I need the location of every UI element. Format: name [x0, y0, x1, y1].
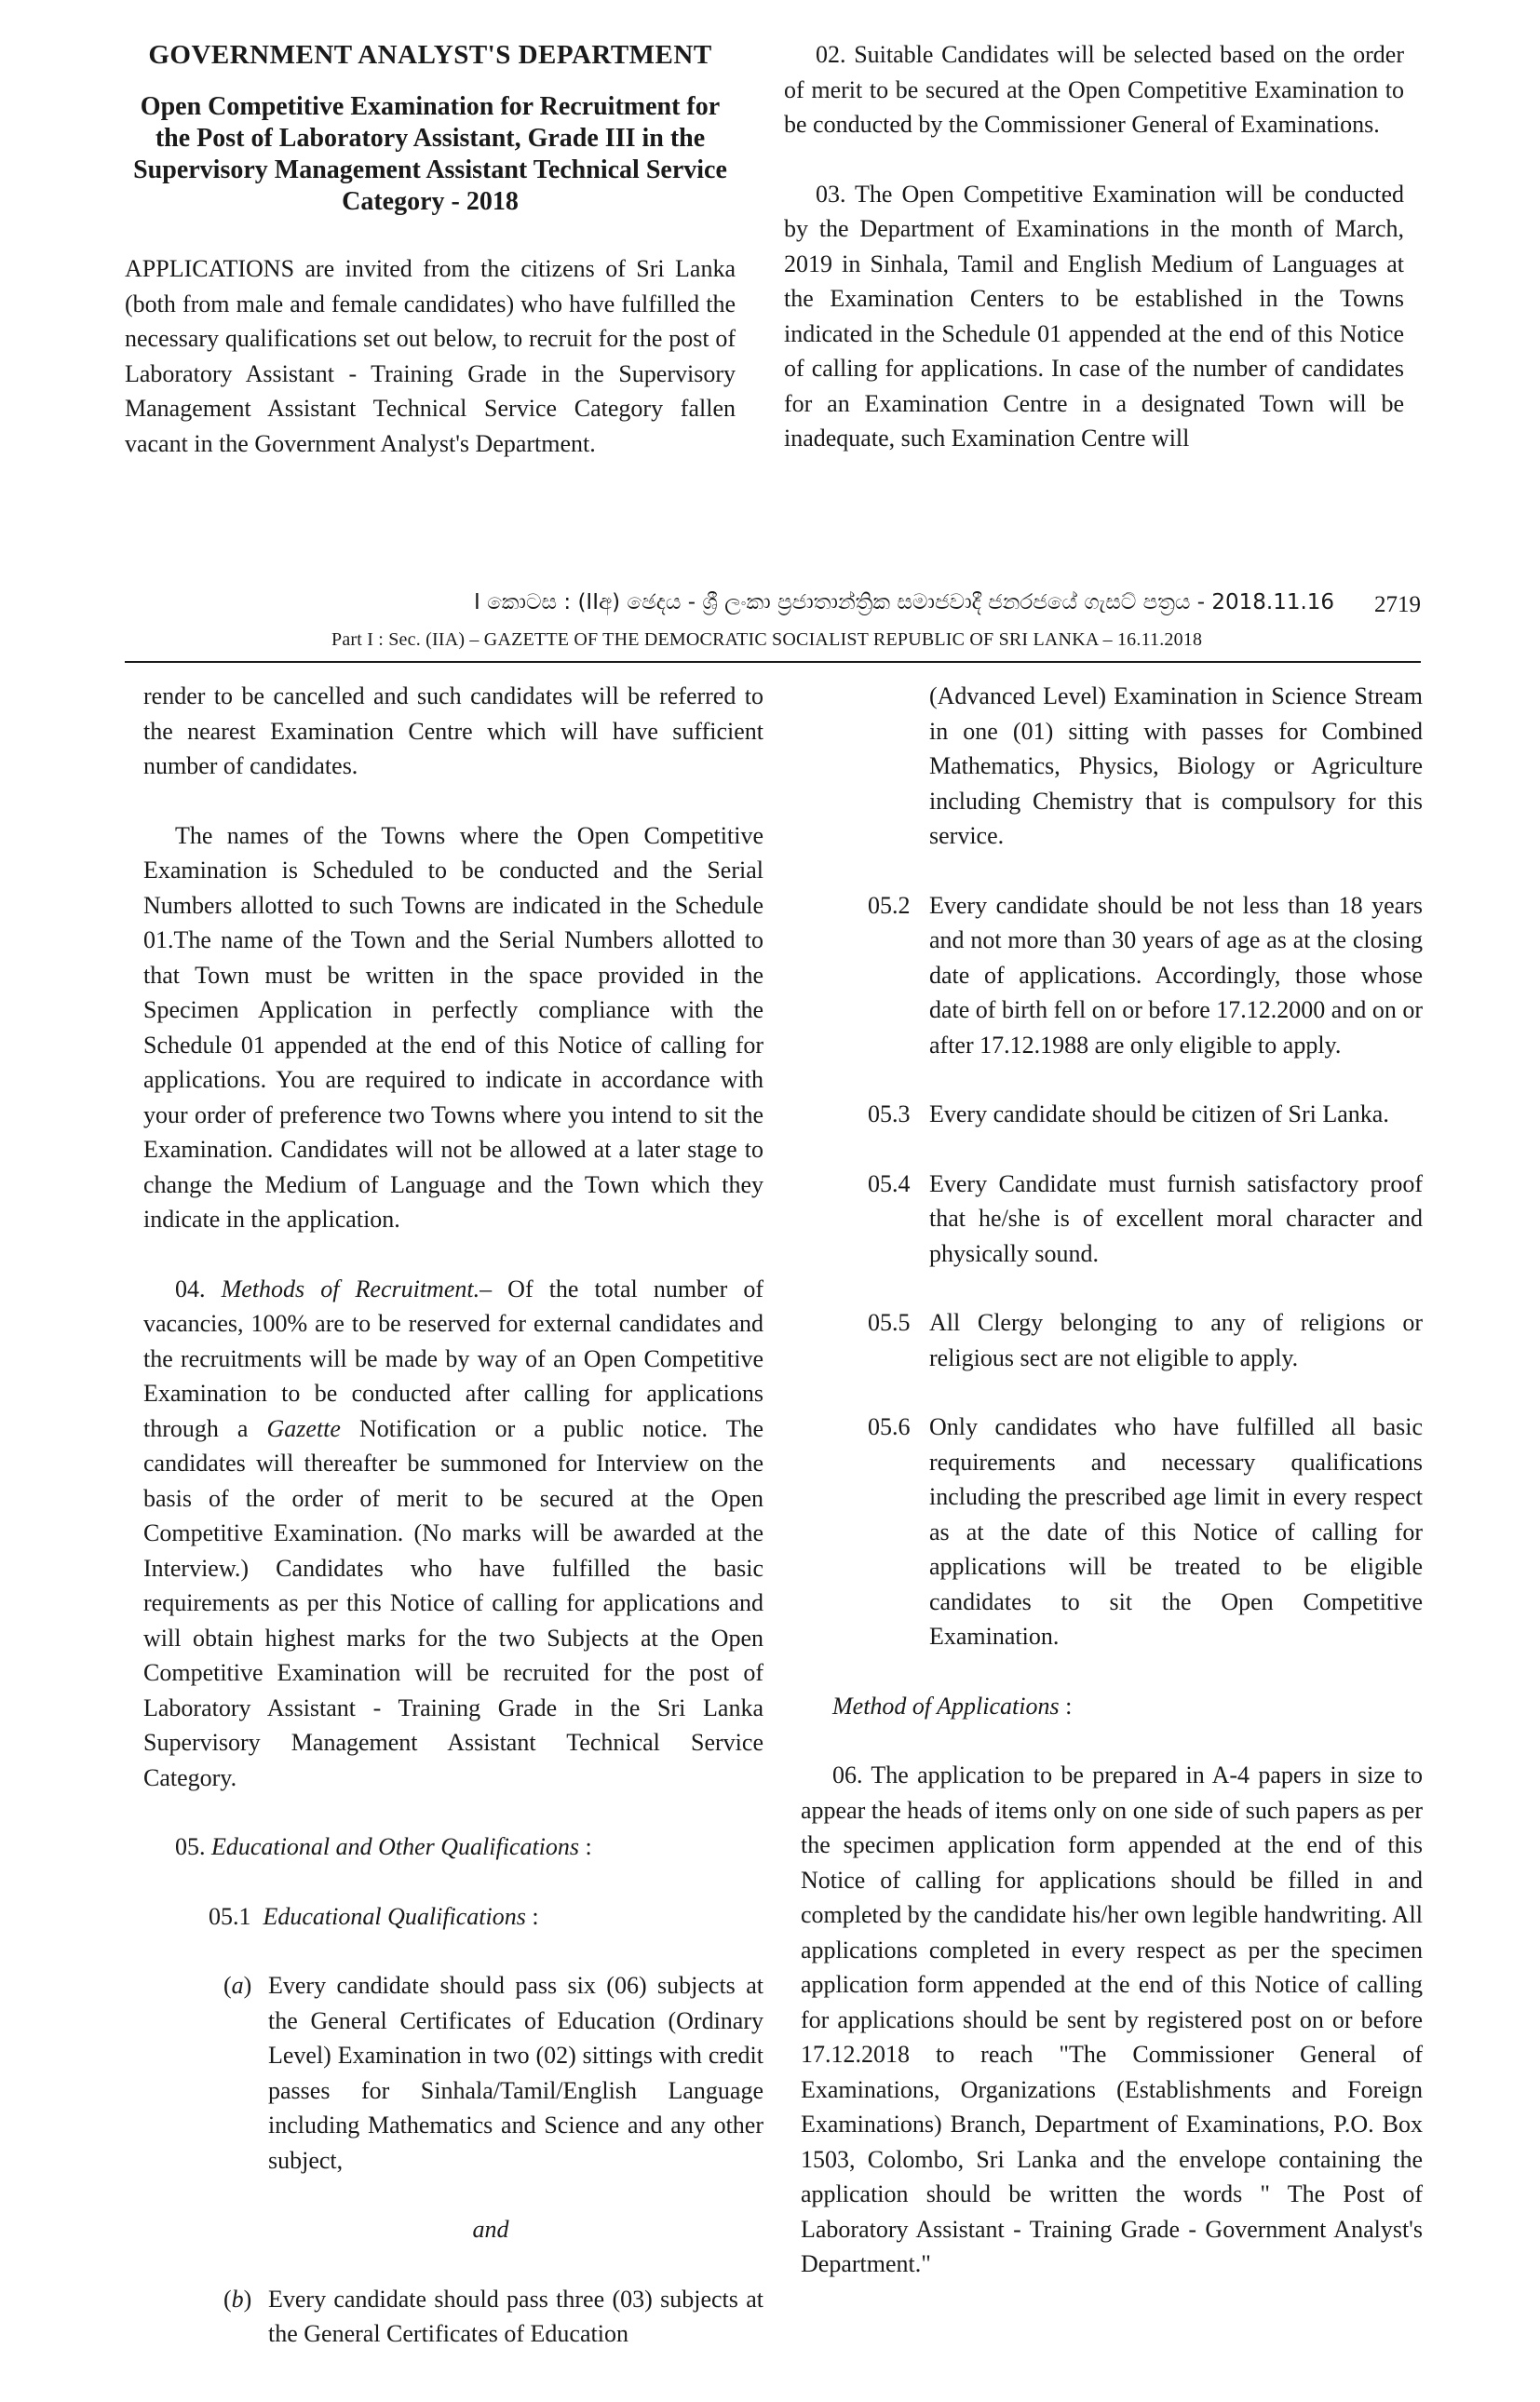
p05-colon: :	[579, 1833, 592, 1860]
continued-paragraph: render to be cancelled and such candidates will be referred to the nearest Examination Centre which will have sufficient number of candidates.	[143, 682, 763, 779]
header-rule	[125, 661, 1421, 663]
qualification-b-label: (b)	[223, 2285, 252, 2313]
p04-text-b: Notification or a public notice. The candidates will thereafter be summoned for Interview on the basis of the order of merit to be secured at the Open Competitive Examination. (No marks will be awarded at the Interview.) Candidates who have fulfilled the basic requirements as per this Notice of calling for applications and will obtain highest marks for the two Subjects at the Open Competitive Examination will be recruited for the post of Laboratory Assistant - Training Grade in the Sri Lanka Supervisory Management Assistant Technical Service Category.	[143, 1414, 763, 1791]
top-right-column	[784, 37, 1404, 456]
qualification-a-letter: a	[231, 1972, 244, 1999]
item-05-2	[868, 888, 1423, 1063]
item-text: All Clergy belonging to any of religions or religious sect are not eligible to apply.	[929, 1309, 1423, 1371]
qualification-a-label: (a)	[223, 1972, 252, 1999]
qualification-b	[223, 2282, 763, 2352]
paragraph-06: 06. The application to be prepared in A-4 papers in size to appear the heads of items only on one side of such papers as per the specimen application form appended at the end of this Notice of calling for applications should be filled in and completed by the candidate his/her own legible handwriting. All applications completed in every respect as per the specimen application form appended at the end of this Notice of calling for applications should be sent by registered post on or before 17.12.2018 to reach "The Commissioner General of Examinations, Organizations (Establishments and Foreign Examinations) Branch, Department of Examinations, P.O. Box 1503, Colombo, Sri Lanka and the envelope containing the application should be written the words " The Post of Laboratory Assistant - Training Grade - Government Analyst's Department."	[801, 1761, 1423, 2277]
paragraph-051-heading	[143, 1899, 763, 1935]
header-sinhala-line: I කොටස : (IIඅ) ඡෙදය - ශ්‍රී ලංකා ප්‍රජාතාන්ත්‍රික සමාජවාදී ජනරජයේ ගැසට් පත්‍රය - 2018.11.16	[474, 590, 1335, 614]
item-text: Every candidate should be not less than 18 years and not more than 30 years of age as at the closing date of applications. Accordingly, those whose date of birth fell on or before 17.12.2000 and on or after 17.12.1988 are only eligible to apply.	[929, 891, 1423, 1059]
and-word: and	[472, 2216, 509, 2243]
method-heading-colon: :	[1059, 1692, 1073, 1720]
item-05-5	[868, 1305, 1423, 1375]
paragraph-03: 03. The Open Competitive Examination will be conducted by the Department of Examinations in the month of March, 2019 in Sinhala, Tamil and English Medium of Languages at the Examination Centers to be established in the Towns indicated in the Schedule 01 appended at the end of this Notice of calling for applications. In case of the number of candidates for an Examination Centre in a designated Town will be inadequate, such Examination Centre will	[784, 180, 1404, 452]
item-number: 05.2	[868, 891, 911, 919]
p04-gazette: Gazette	[266, 1414, 341, 1442]
p05-heading: Educational and Other Qualifications	[211, 1833, 580, 1860]
item-text: Every candidate should be citizen of Sri Lanka.	[929, 1100, 1389, 1127]
item-05-6	[868, 1410, 1423, 1654]
paragraph-04	[143, 1272, 763, 1796]
qualification-b-continued: (Advanced Level) Examination in Science Stream in one (01) sitting with passes for Combined Mathematics, Physics, Biology or Agriculture including Chemistry that is compulsory for this service.	[929, 682, 1423, 849]
item-number: 05.6	[868, 1413, 911, 1440]
p051-heading: Educational Qualifications	[263, 1902, 526, 1930]
left-column	[143, 679, 763, 2352]
item-text: Only candidates who have fulfilled all basic requirements and necessary qualifications including the prescribed age limit in every respect as at the date of this Notice of calling for applications will be treated to be eligible candidates to sit the Open Competitive Examination.	[929, 1413, 1423, 1650]
method-of-applications-heading	[801, 1689, 1423, 1724]
p051-colon: :	[525, 1902, 539, 1930]
qualification-a	[223, 1968, 763, 2178]
item-text: Every Candidate must furnish satisfactory proof that he/she is of excellent moral character and physically sound.	[929, 1169, 1423, 1267]
p05-number: 05.	[175, 1833, 206, 1860]
right-column	[801, 679, 1423, 2282]
item-number: 05.5	[868, 1309, 911, 1336]
intro-paragraph: APPLICATIONS are invited from the citizens of Sri Lanka (both from male and female candidates) who have fulfilled the necessary qualifications set out below, to recruit for the post of Laboratory Assistant - Training Grade in the Supervisory Management Assistant Technical Service Category fallen vacant in the Government Analyst's Department.	[125, 255, 736, 457]
qualification-a-text: Every candidate should pass six (06) subjects at the General Certificates of Education (Ordinary Level) Examination in two (02) sittings with credit passes for Sinhala/Tamil/English Language including Mathematics and Science and any other subject,	[268, 1972, 763, 2174]
qualification-b-text: Every candidate should pass three (03) subjects at the General Certificates of Education	[268, 2285, 763, 2347]
item-number: 05.3	[868, 1100, 911, 1127]
method-heading-text: Method of Applications	[832, 1692, 1060, 1720]
header-english-line: Part I : Sec. (IIA) – GAZETTE OF THE DEMOCRATIC SOCIALIST REPUBLIC OF SRI LANKA – 16.11.2018	[331, 629, 1203, 650]
department-title: GOVERNMENT ANALYST'S DEPARTMENT	[148, 40, 712, 70]
p04-text-a: Of the total number of vacancies, 100% are to be reserved for external candidates and the recruitments will be made by way of an Open Competitive Examination to be conducted after calling for applications through a	[143, 1275, 763, 1442]
qualification-items	[801, 888, 1423, 1654]
exam-title: Open Competitive Examination for Recruitment for the Post of Laboratory Assistant, Grade III in the Supervisory Management Assistant Technical Service Category - 2018	[133, 92, 727, 216]
towns-paragraph: The names of the Towns where the Open Competitive Examination is Scheduled to be conducted and the Serial Numbers allotted to such Towns are indicated in the Schedule 01.The name of the Town and the Serial Numbers allotted to that Town must be written in the space provided in the Specimen Application in perfectly compliance with the Schedule 01 appended at the end of this Notice of calling for applications. You are required to indicate in accordance with your order of preference two Towns where you intend to sit the Examination. Candidates will not be allowed at a later stage to change the Medium of Language and the Town which they indicate in the application.	[143, 821, 763, 1233]
qualification-b-letter: b	[231, 2285, 244, 2313]
paragraph-05-heading	[143, 1829, 763, 1865]
item-05-3	[868, 1097, 1423, 1132]
p04-heading: Methods of Recruitment.–	[221, 1275, 493, 1302]
top-left-column	[125, 37, 736, 461]
p051-number: 05.1	[209, 1902, 251, 1930]
item-05-4	[868, 1167, 1423, 1272]
p04-number: 04.	[175, 1275, 206, 1302]
item-number: 05.4	[868, 1169, 911, 1197]
paragraph-02: 02. Suitable Candidates will be selected based on the order of merit to be secured at the Open Competitive Examination to be conducted by the Commissioner General of Examinations.	[784, 41, 1404, 138]
page-number: 2719	[1374, 592, 1421, 617]
